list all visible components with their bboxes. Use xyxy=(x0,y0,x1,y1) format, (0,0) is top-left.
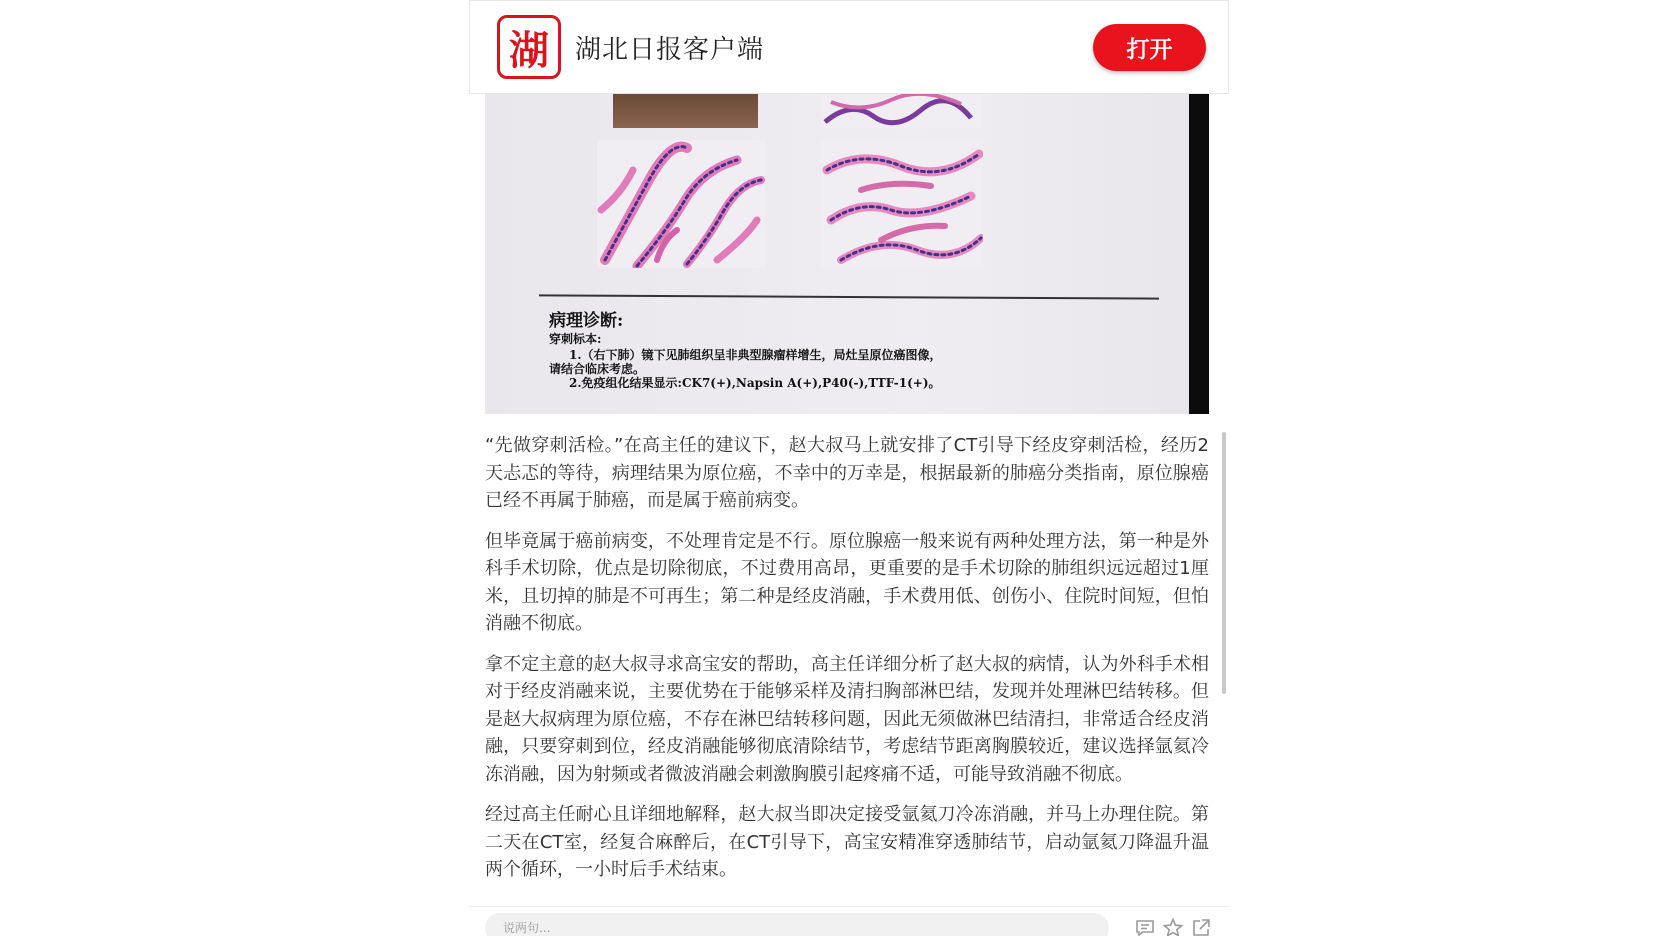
tissue-image-top-right xyxy=(821,94,983,128)
photo-background-wood xyxy=(613,94,758,128)
star-icon[interactable] xyxy=(1162,917,1184,936)
article-body xyxy=(485,432,1209,906)
app-download-banner xyxy=(469,0,1229,94)
diagnosis-line: 1.（右下肺）镜下见肺组织呈非典型腺瘤样增生，局灶呈原位癌图像， xyxy=(569,348,942,362)
open-app-button[interactable]: 打开 xyxy=(1093,24,1206,71)
share-icon[interactable] xyxy=(1190,917,1212,936)
diagnosis-line: 2.免疫组化结果显示:CK7(+),Napsin A(+),P40(-),TTF-1(+)。 xyxy=(569,376,941,390)
diagnosis-line: 请结合临床考虑。 xyxy=(549,362,646,376)
tissue-image-right xyxy=(821,140,983,268)
diagnosis-title: 病理诊断: xyxy=(549,311,624,331)
comment-icon[interactable] xyxy=(1134,917,1156,936)
report-divider xyxy=(539,294,1159,299)
comment-input[interactable]: 说两句... xyxy=(485,913,1109,936)
article-paragraph: 拿不定主意的赵大叔寻求高宝安的帮助，高主任详细分析了赵大叔的病情，认为外科手术相对于经皮消融来说，主要优势在于能够采样及清扫胸部淋巴结，发现并处理淋巴结转移。但是赵大叔病理为原位癌，不存在淋巴结转移问题，因此无须做淋巴结清扫，非常适合经皮消融，只要穿刺到位，经皮消融能够彻底清除结节，考虑结节距离胸膜较近，建议选择氩氦冷冻消融，因为射频或者微波消融会刺激胸膜引起疼痛不适，可能导致消融不彻底。 xyxy=(485,653,1209,785)
article-paragraph: 经过高主任耐心且详细地解释，赵大叔当即决定接受氩氦刀冷冻消融，并马上办理住院。第二天在CT室，经复合麻醉后，在CT引导下，高宝安精准穿透肺结节，启动氩氦刀降温升温两个循环，一小时后手术结束。 xyxy=(485,804,1209,880)
article-page xyxy=(469,0,1229,936)
hubei-daily-logo[interactable]: 湖 xyxy=(497,15,561,79)
bottom-action-bar xyxy=(469,906,1229,936)
article-paragraph: “先做穿刺活检。”在高主任的建议下，赵大叔马上就安排了CT引导下经皮穿刺活检，经历2天忐忑的等待，病理结果为原位癌，不幸中的万幸是，根据最新的肺癌分类指南，原位腺癌已经不再属于肺癌，而是属于癌前病变。 xyxy=(485,435,1209,511)
app-name: 湖北日报客户端 xyxy=(575,35,765,65)
pathology-report-photo[interactable] xyxy=(485,94,1209,414)
scrollbar-thumb[interactable] xyxy=(1222,432,1226,694)
article-paragraph: 但毕竟属于癌前病变，不处理肯定是不行。原位腺癌一般来说有两种处理方法，第一种是外科手术切除，优点是切除彻底，不过费用高昂，更重要的是手术切除的肺组织远远超过1厘米，且切掉的肺是不可再生；第二种是经皮消融，手术费用低、创伤小、住院时间短，但怕消融不彻底。 xyxy=(485,530,1209,634)
tissue-image-left xyxy=(597,140,765,268)
diagnosis-line: 穿刺标本: xyxy=(549,332,602,346)
photo-dark-edge xyxy=(1189,94,1209,414)
